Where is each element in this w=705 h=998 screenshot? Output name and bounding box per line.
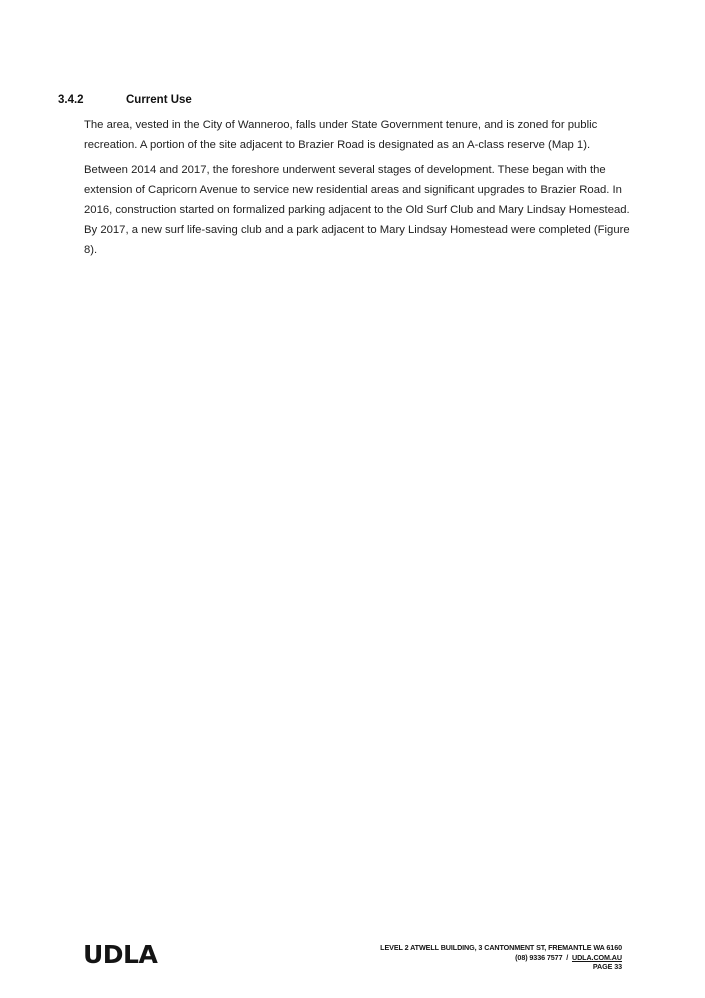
footer-contact-block (380, 943, 622, 972)
footer-phone: (08) 9336 7577 (515, 952, 563, 962)
paragraph-development-history: Between 2014 and 2017, the foreshore underwent several stages of development. These began with the extension of Capricorn Avenue to service new residential areas and significant upgrades to Brazier Road. In 2016, construction started on formalized parking adjacent to the Old Surf Club and Mary Lindsay Homestead. By 2017, a new surf life-saving club and a park adjacent to Mary Lindsay Homestead were completed (Figure 8). (84, 164, 630, 256)
udla-logo: UDLA (83, 940, 158, 969)
footer-phone-web-line (380, 953, 622, 963)
section-heading (58, 94, 192, 106)
footer-website-link[interactable]: UDLA.COM.AU (571, 952, 622, 962)
section-number: 3.4.2 (58, 94, 84, 106)
paragraph-current-use-tenure: The area, vested in the City of Wanneroo, falls under State Government tenure, and is zoned for public recreation. A portion of the site adjacent to Brazier Road is designated as an A-class reserve (Map 1). (84, 119, 598, 151)
section-title: Current Use (126, 94, 192, 106)
footer-page-number: PAGE 33 (592, 962, 622, 971)
footer-separator: / (566, 952, 569, 962)
footer-address: LEVEL 2 ATWELL BUILDING, 3 CANTONMENT ST, FREMANTLE WA 6160 (380, 943, 622, 952)
